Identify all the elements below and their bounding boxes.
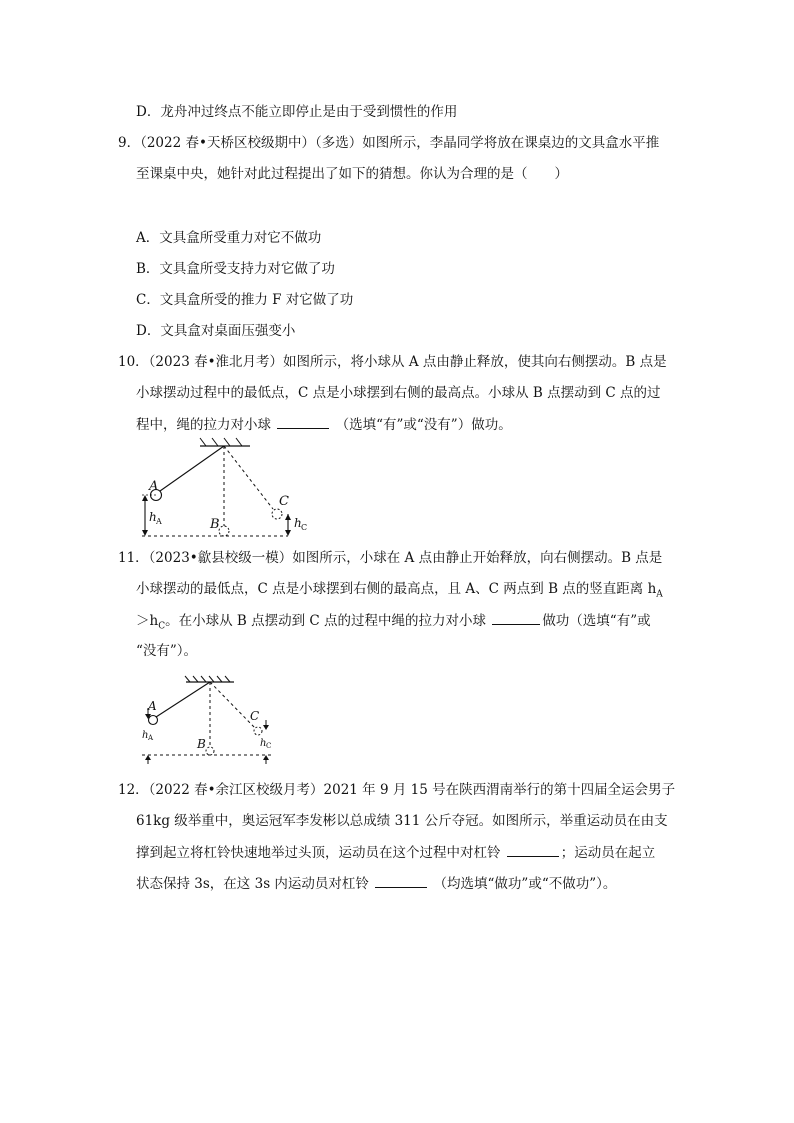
q10-stem-line1: 10．（2023 春•淮北月考）如图所示，将小球从 A 点由静止释放，使其向右侧摆动。B 点是 [118,354,667,370]
q11-stem-line1: 11．（2023•歙县校级一模）如图所示，小球在 A 点由静止开始释放，向右侧摆动。B 点是 [118,550,663,566]
q12-text-b: ；运动员在起立 [560,845,656,861]
q11-text-line2: 小球摆动的最低点，C 点是小球摆到右侧的最高点，且 A、C 两点到 B 点的竖直距离 h [136,581,657,597]
q9-option-d: D．文具盒对桌面压强变小 [136,323,296,339]
q12-answer-blank-2[interactable] [375,873,427,888]
q9-option-a: A．文具盒所受重力对它不做功 [136,230,322,246]
q11-pendulum-figure [140,672,290,762]
label-ha: h [149,510,157,524]
q11-sub-c: C [158,621,166,632]
q12-stem-line1: 12．（2022 春•余江区校级月考）2021 年 9 月 15 号在陕西渭南举行的第十四届全运会男子 [118,782,676,798]
q12-stem-line2: 61kg 级举重中，奥运冠军李发彬以总成绩 311 公斤夺冠。如图所示，举重运动员在由支 [136,813,668,829]
label-c: C [250,709,260,723]
label-hc: h [260,738,267,749]
q10-text-b: （选填“有”或“没有”）做功。 [335,417,512,433]
ball-a [149,716,158,725]
ball-c [272,509,282,519]
q9-stem-line2: 至课桌中央，她针对此过程提出了如下的猜想。你认为合理的是（ ） [136,166,568,182]
q12-answer-blank-1[interactable] [507,842,559,857]
label-c: C [279,494,289,509]
ball-b [219,526,229,536]
q10-stem-line3 [136,414,512,435]
q12-stem-line3 [136,842,655,863]
q11-stem-line2 [136,579,663,605]
label-ha-sub: A [156,517,162,526]
label-b: B [210,517,220,532]
q11-text-c: 做功（选填“有”或 [542,613,651,629]
prev-option-d: D．龙舟冲过终点不能立即停止是由于受到惯性的作用 [136,104,458,120]
q9-option-b: B．文具盒所受支持力对它做了功 [136,261,335,277]
q10-stem-line2: 小球摆动过程中的最低点，C 点是小球摆到右侧的最高点。小球从 B 点摆动到 C 点的过 [136,385,661,401]
q12-text-d: （均选填“做功”或“不做功”）。 [433,876,617,892]
q11-stem-line4: “没有”）。 [136,643,198,659]
q9-option-c: C．文具盒所受的推力 F 对它做了功 [136,292,354,308]
q12-text-a: 撑到起立将杠铃快速地举过头顶，运动员在这个过程中对杠铃 [136,845,501,861]
label-hc-sub: C [301,523,308,532]
q10-text-a: 程中，绳的拉力对小球 [136,417,271,433]
q11-answer-blank[interactable] [492,610,540,625]
label-ha: h [142,730,149,741]
label-hc: h [294,516,302,530]
q11-sub-a: A [656,589,663,600]
q12-stem-line4 [136,873,616,894]
q12-text-c: 状态保持 3s，在这 3s 内运动员对杠铃 [136,876,369,892]
q10-answer-blank[interactable] [277,414,329,429]
label-a: A [149,479,159,494]
q10-pendulum-figure [138,438,318,538]
label-ha-sub: A [148,734,154,742]
q9-stem-line1: 9．（2022 春•天桥区校级期中）（多选）如图所示，李晶同学将放在课桌边的文具盒水平推 [118,135,660,151]
ball-b [206,747,214,755]
label-b: B [197,737,206,751]
ball-c [254,727,262,735]
label-a: A [148,699,157,713]
label-hc-sub: C [266,742,272,750]
q11-stem-line3 [136,610,651,637]
q11-text-gt: ＞h [136,613,159,629]
q11-text-b: 。在小球从 B 点摆动到 C 点的过程中绳的拉力对小球 [165,613,487,629]
